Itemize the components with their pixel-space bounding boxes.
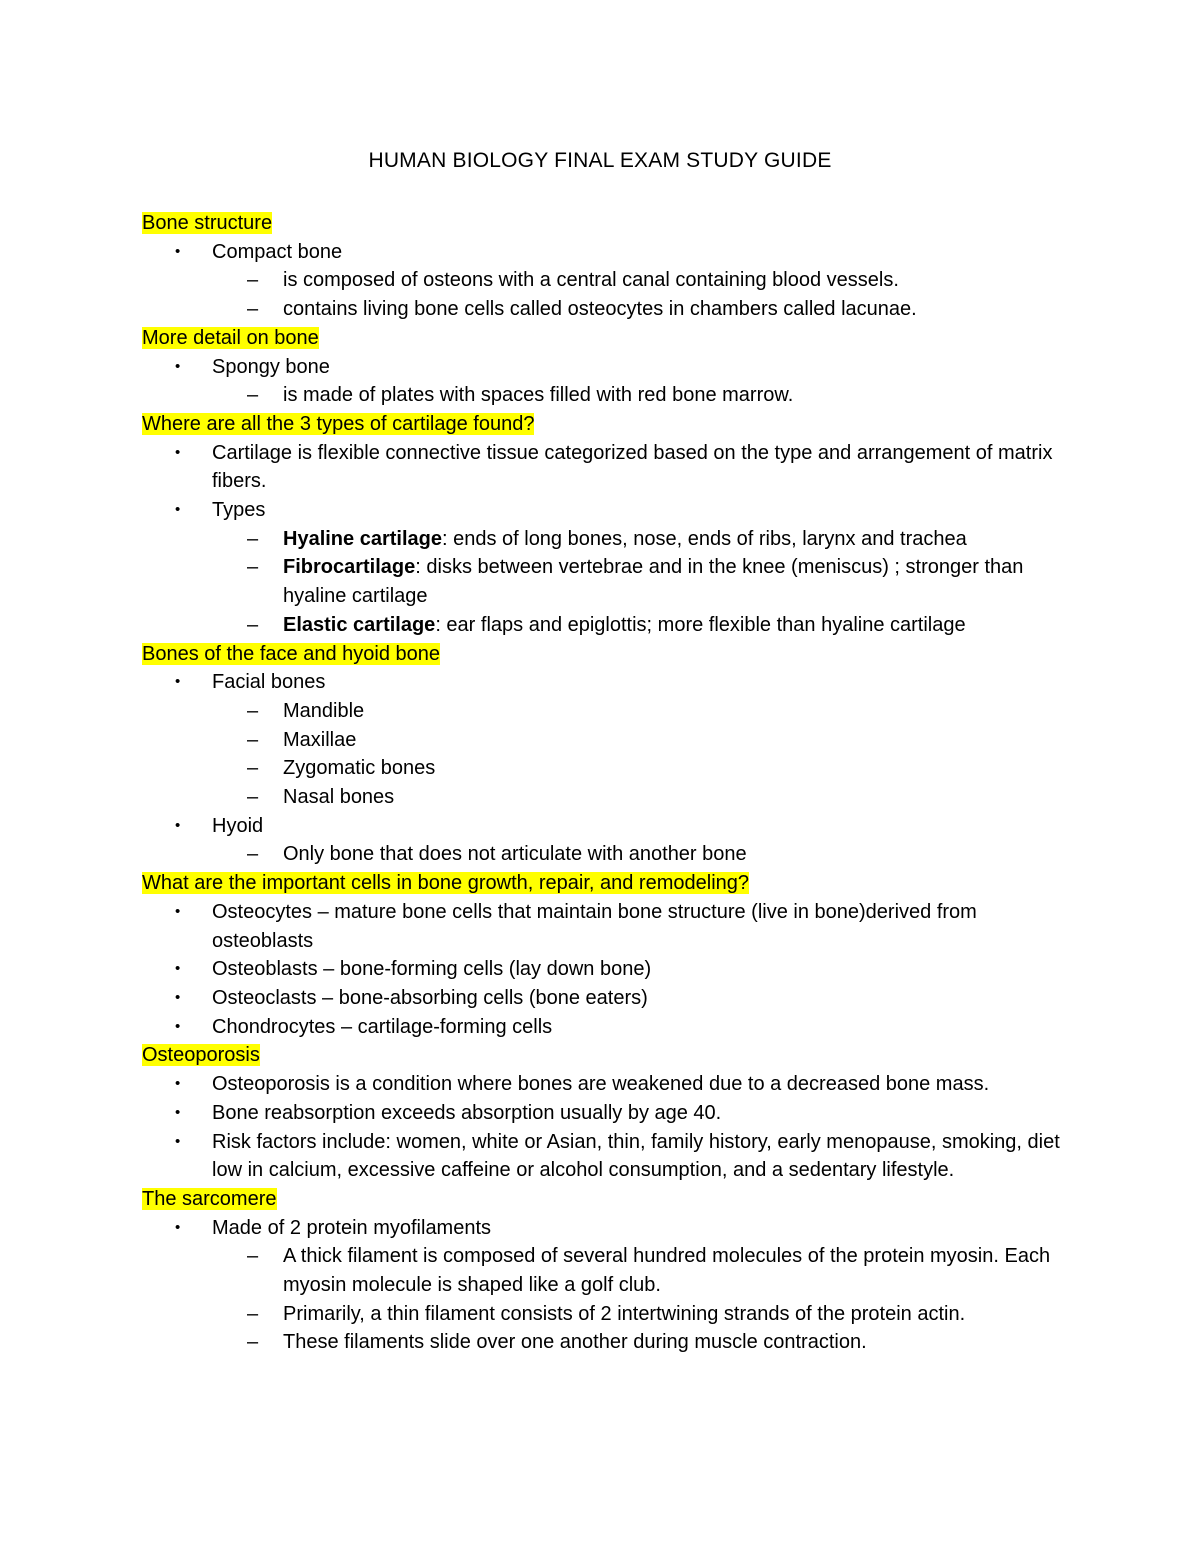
sub-list-item-text: A thick filament is composed of several hundred molecules of the protein myosin. Each myosin molecule is shaped like a golf club. bbox=[283, 1245, 1051, 1297]
dash-marker: – bbox=[247, 699, 259, 722]
sub-list-item-text: Only bone that does not articulate with another bone bbox=[283, 843, 747, 866]
sub-list-item bbox=[142, 381, 1072, 410]
dash-marker: – bbox=[247, 298, 259, 321]
list-item-text: Hyoid bbox=[212, 814, 264, 837]
sub-list-item-text: These filaments slide over one another during muscle contraction. bbox=[283, 1331, 867, 1354]
list-item-text: Osteoclasts – bone-absorbing cells (bone eaters) bbox=[212, 986, 648, 1009]
term-label: Elastic cartilage bbox=[283, 613, 436, 636]
sub-list-item-text: contains living bone cells called osteocytes in chambers called lacunae. bbox=[283, 298, 917, 321]
bullet-marker: • bbox=[175, 960, 181, 978]
section-heading bbox=[142, 209, 1072, 238]
section-heading-text: More detail on bone bbox=[142, 326, 319, 349]
list-item bbox=[142, 812, 1072, 841]
section-heading bbox=[142, 869, 1072, 898]
dash-marker: – bbox=[247, 269, 259, 292]
sub-list-item bbox=[142, 726, 1072, 755]
list-item bbox=[142, 1070, 1072, 1099]
dash-marker: – bbox=[247, 384, 259, 407]
section-heading bbox=[142, 1185, 1072, 1214]
list-item-text: Osteocytes – mature bone cells that maintain bone structure (live in bone)derived from osteoblasts bbox=[212, 900, 977, 952]
dash-marker: – bbox=[247, 786, 259, 809]
bullet-marker: • bbox=[175, 673, 181, 691]
list-item bbox=[142, 955, 1072, 984]
bullet-marker: • bbox=[175, 1132, 181, 1150]
list-item-text: Osteoblasts – bone-forming cells (lay down bone) bbox=[212, 958, 652, 981]
bullet-marker: • bbox=[175, 1017, 181, 1035]
section-heading-text: Osteoporosis bbox=[142, 1044, 260, 1067]
list-item-text: Made of 2 protein myofilaments bbox=[212, 1216, 492, 1239]
section-heading bbox=[142, 640, 1072, 669]
sub-list-item bbox=[142, 840, 1072, 869]
list-item bbox=[142, 1013, 1072, 1042]
section-heading-text: Bone structure bbox=[142, 212, 273, 234]
sub-list-item bbox=[142, 1242, 1072, 1299]
sub-list-item-text: : ear flaps and epiglottis; more flexible than hyaline cartilage bbox=[435, 613, 966, 636]
dash-marker: – bbox=[247, 1331, 259, 1354]
term-label: Fibrocartilage bbox=[283, 556, 416, 579]
list-item bbox=[142, 898, 1072, 955]
section-heading-text: Bones of the face and hyoid bone bbox=[142, 642, 441, 665]
sub-list-item bbox=[142, 611, 1072, 640]
list-item-text: Facial bones bbox=[212, 671, 326, 694]
section-heading bbox=[142, 410, 1072, 439]
list-item-text: Chondrocytes – cartilage-forming cells bbox=[212, 1015, 553, 1038]
dash-marker: – bbox=[247, 1302, 259, 1325]
list-item-text: Types bbox=[212, 499, 266, 522]
list-item bbox=[142, 353, 1072, 382]
sub-list-item bbox=[142, 697, 1072, 726]
list-item bbox=[142, 1214, 1072, 1243]
list-item bbox=[142, 1099, 1072, 1128]
dash-marker: – bbox=[247, 843, 259, 866]
dash-marker: – bbox=[247, 613, 259, 636]
sub-list-item-text: Nasal bones bbox=[283, 786, 395, 809]
list-item bbox=[142, 496, 1072, 525]
sub-list-item bbox=[142, 754, 1072, 783]
sub-list-item bbox=[142, 525, 1072, 554]
sub-list-item-text: Primarily, a thin filament consists of 2 intertwining strands of the protein actin. bbox=[283, 1302, 966, 1325]
sub-list-item-text: is made of plates with spaces filled with red bone marrow. bbox=[283, 384, 794, 407]
sub-list-item bbox=[142, 295, 1072, 324]
page-title: HUMAN BIOLOGY FINAL EXAM STUDY GUIDE bbox=[368, 149, 832, 172]
list-item bbox=[142, 1128, 1072, 1185]
document-body bbox=[142, 209, 1072, 1357]
section-heading bbox=[142, 1041, 1072, 1070]
list-item-text: Osteoporosis is a condition where bones are weakened due to a decreased bone mass. bbox=[212, 1073, 990, 1096]
bullet-marker: • bbox=[175, 357, 181, 375]
list-item bbox=[142, 238, 1072, 267]
bullet-marker: • bbox=[175, 988, 181, 1006]
dash-marker: – bbox=[247, 757, 259, 780]
bullet-marker: • bbox=[175, 242, 181, 260]
list-item-text: Cartilage is flexible connective tissue categorized based on the type and arrangement of matrix fibers. bbox=[212, 441, 1053, 493]
sub-list-item-text: is composed of osteons with a central canal containing blood vessels. bbox=[283, 269, 899, 292]
sub-list-item bbox=[142, 553, 1072, 610]
dash-marker: – bbox=[247, 556, 259, 579]
sub-list-item-text: Maxillae bbox=[283, 728, 357, 751]
sub-list-item bbox=[142, 1328, 1072, 1357]
sub-list-item-text: : disks between vertebrae and in the knee (meniscus) ; stronger than hyaline cartilage bbox=[283, 556, 1024, 608]
bullet-marker: • bbox=[175, 1218, 181, 1236]
sub-list-item bbox=[142, 783, 1072, 812]
bullet-marker: • bbox=[175, 443, 181, 461]
bullet-marker: • bbox=[175, 816, 181, 834]
list-item-text: Risk factors include: women, white or Asian, thin, family history, early menopause, smoking, diet low in calcium, excessive caffeine or alcohol consumption, and a sedentary lifestyle. bbox=[212, 1130, 1060, 1182]
bullet-marker: • bbox=[175, 1075, 181, 1093]
section-heading-text: What are the important cells in bone growth, repair, and remodeling? bbox=[142, 872, 750, 895]
section-heading-text: The sarcomere bbox=[142, 1187, 277, 1210]
sub-list-item bbox=[142, 1300, 1072, 1329]
dash-marker: – bbox=[247, 1245, 259, 1268]
sub-list-item bbox=[142, 266, 1072, 295]
list-item-text: Bone reabsorption exceeds absorption usually by age 40. bbox=[212, 1101, 722, 1124]
list-item bbox=[142, 439, 1072, 496]
list-item-text: Compact bone bbox=[212, 240, 343, 263]
dash-marker: – bbox=[247, 728, 259, 751]
list-item bbox=[142, 668, 1072, 697]
term-label: Hyaline cartilage bbox=[283, 527, 442, 550]
section-heading-text: Where are all the 3 types of cartilage found? bbox=[142, 412, 535, 435]
sub-list-item-text: : ends of long bones, nose, ends of ribs, larynx and trachea bbox=[441, 527, 967, 550]
list-item bbox=[142, 984, 1072, 1013]
sub-list-item-text: Mandible bbox=[283, 699, 365, 722]
bullet-marker: • bbox=[175, 501, 181, 519]
bullet-marker: • bbox=[175, 902, 181, 920]
dash-marker: – bbox=[247, 527, 259, 550]
section-heading bbox=[142, 324, 1072, 353]
bullet-marker: • bbox=[175, 1103, 181, 1121]
list-item-text: Spongy bone bbox=[212, 355, 330, 378]
sub-list-item-text: Zygomatic bones bbox=[283, 757, 436, 780]
